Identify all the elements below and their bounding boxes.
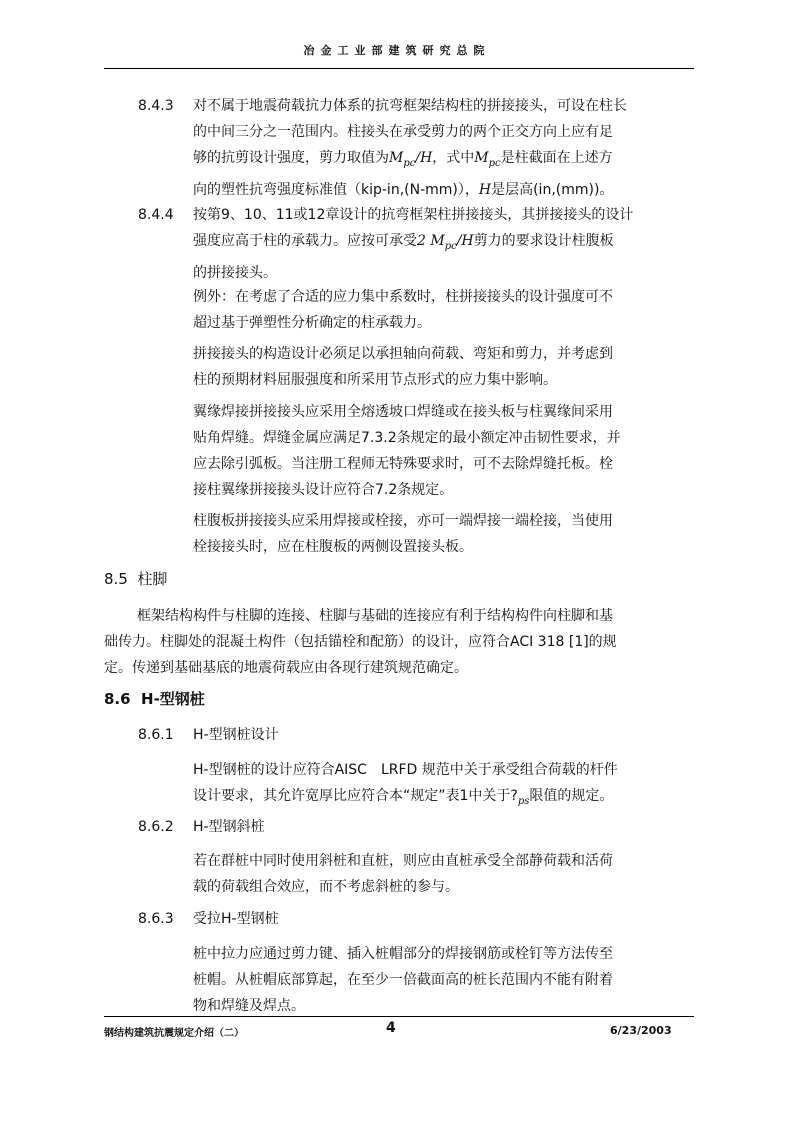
text-line: 柱的预期材料屈服强度和所采用节点形式的应力集中影响。 — [193, 372, 557, 388]
text-line: 应去除引弧板。当注册工程师无特殊要求时，可不去除焊缝托板。栓 — [193, 456, 613, 472]
section-number-8-6-3: 8.6.3 — [138, 911, 174, 927]
section-number-8-4-3: 8.4.3 — [138, 98, 174, 114]
text-line: 的拼接接头。 — [193, 264, 277, 281]
text-span: 剪力的要求设计柱腹板 — [473, 233, 614, 249]
text-line: 翼缘焊接拼接接头应采用全熔透坡口焊缝或在接头板与柱翼缘间采用 — [193, 404, 613, 420]
math-subscript: pc — [403, 157, 416, 169]
paragraph-8-5 — [104, 603, 694, 681]
section-number: 8.6 — [104, 690, 131, 708]
paragraph-8-6-3 — [193, 941, 613, 1019]
footer-rule — [104, 1016, 694, 1017]
text-line: 若在群桩中同时使用斜桩和直桩，则应由直桩承受全部静荷载和活荷 — [193, 853, 613, 869]
text-line: 超过基于弹塑性分析确定的柱承载力。 — [193, 315, 431, 331]
math-symbol: /H — [415, 150, 433, 166]
text-line: 拼接接头的构造设计必须足以承担轴向荷载、弯矩和剪力，并考虑到 — [193, 346, 613, 362]
section-number-8-4-4: 8.4.4 — [138, 207, 174, 223]
paragraph-8-4-3 — [193, 93, 627, 203]
text-span: ，式中 — [432, 150, 475, 166]
section-title: 柱脚 — [137, 570, 168, 588]
text-line: 接柱翼缘拼接接头设计应符合7.2条规定。 — [193, 482, 454, 498]
math-subscript: pc — [444, 240, 457, 252]
text-line: 载的荷载组合效应，而不考虑斜桩的参与。 — [193, 879, 459, 895]
paragraph-8-4-4 — [193, 202, 633, 286]
text-line: 栓接接头时，应在柱腹板的两侧设置接头板。 — [193, 539, 473, 555]
text-line — [193, 783, 618, 815]
paragraph-8-6-1 — [193, 757, 618, 815]
section-number: 8.5 — [104, 570, 128, 588]
text-line: 的中间三分之一范围内。柱接头在承受剪力的两个正交方向上应有足 — [193, 124, 613, 140]
math-symbol: M — [474, 150, 489, 166]
text-line: 柱腹板拼接接头应采用焊接或栓接，亦可一端焊接一端栓接，当使用 — [193, 513, 613, 529]
section-number-8-6-2: 8.6.2 — [138, 819, 174, 835]
text-line: H-型钢桩的设计应符合AISC LRFD 规范中关于承受组合荷载的杆件 — [193, 762, 618, 778]
text-line — [193, 228, 633, 260]
text-line: 按第9、10、11或12章设计的抗弯框架柱拼接接头，其拼接接头的设计 — [193, 207, 634, 223]
text-span: 是柱截面在上述方 — [500, 150, 613, 166]
paragraph-flange-weld — [193, 399, 621, 503]
text-span: 够的抗剪设计强度，剪力取值为 — [193, 150, 389, 166]
text-line: 础传力。柱脚处的混凝土构件（包括锚栓和配筋）的设计，应符合ACI 318 [1]的规 — [104, 634, 617, 650]
section-heading-8-5 — [104, 566, 167, 592]
header-rule — [104, 68, 694, 69]
footer-document-title: 钢结构建筑抗震规定介绍（二） — [104, 1028, 244, 1039]
page-number: 4 — [386, 1020, 396, 1036]
math-subscript: ps — [517, 795, 530, 807]
text-line: 对不属于地震荷载抗力体系的抗弯框架结构柱的拼接接头，可设在柱长 — [193, 98, 627, 114]
section-number-8-6-1: 8.6.1 — [138, 727, 174, 743]
text-line — [193, 177, 627, 203]
math-symbol: H — [478, 181, 492, 198]
text-span: 向的塑性抗弯强度标准值（kip-in,(N-mm)）， — [193, 181, 479, 198]
text-line: 贴角焊缝。焊缝金属应满足7.3.2条规定的最小额定冲击韧性要求，并 — [193, 430, 621, 446]
text-line: 桩中拉力应通过剪力键、插入桩帽部分的焊接钢筋或栓钉等方法传至 — [193, 946, 613, 962]
text-span: 是层高(in,(mm))。 — [491, 181, 614, 198]
paragraph-exception — [193, 284, 613, 336]
math-symbol: 2 M — [417, 233, 445, 249]
section-title: H-型钢桩 — [141, 690, 205, 708]
section-title-8-6-1: H-型钢桩设计 — [193, 727, 279, 743]
page-header: 冶金工业部建筑研究总院 — [303, 44, 491, 57]
footer-date: 6/23/2003 — [610, 1024, 672, 1037]
paragraph-8-6-2 — [193, 848, 613, 900]
section-title-8-6-3: 受拉H-型钢桩 — [193, 911, 279, 927]
text-line — [193, 145, 627, 177]
text-line: 框架结构构件与柱脚的连接、柱脚与基础的连接应有利于结构构件向柱脚和基 — [137, 608, 613, 624]
text-span: 强度应高于柱的承载力。应按可承受 — [193, 233, 417, 249]
paragraph-splice-design — [193, 341, 613, 393]
section-heading-8-6 — [104, 686, 205, 712]
text-span: 限值的规定。 — [529, 788, 614, 804]
text-line: 定。传递到基础基底的地震荷载应由各现行建筑规范确定。 — [104, 660, 468, 676]
text-line: 例外：在考虑了合适的应力集中系数时，柱拼接接头的设计强度可不 — [193, 289, 613, 305]
text-line: 桩帽。从桩帽底部算起，在至少一倍截面高的桩长范围内不能有附着 — [193, 972, 613, 988]
paragraph-web-splice — [193, 508, 613, 560]
text-line: 物和焊缝及焊点。 — [193, 998, 305, 1014]
math-subscript: pc — [488, 157, 501, 169]
text-span: 设计要求，其允许宽厚比应符合本“规定”表1中关于? — [193, 788, 518, 804]
math-symbol: /H — [456, 233, 474, 249]
math-symbol: M — [389, 150, 404, 166]
section-title-8-6-2: H-型钢斜桩 — [193, 819, 265, 835]
